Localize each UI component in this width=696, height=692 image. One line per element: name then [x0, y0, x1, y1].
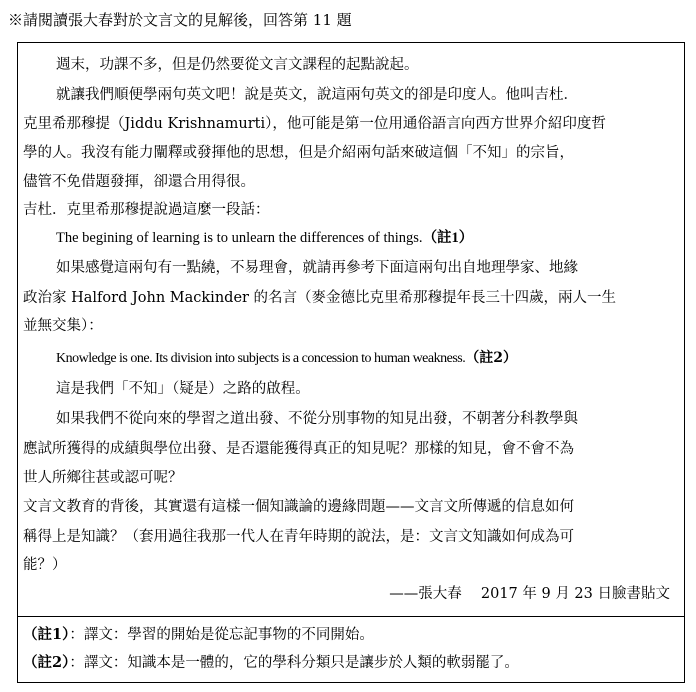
passage-line: 政治家 Halford John Mackinder 的名言（麥金德比克里希那穆提年長三十四歲，兩人一生: [23, 290, 617, 306]
footnote-1: [23, 625, 374, 645]
footnote-2-text: ：譯文：知識本是一體的，它的學科分類只是讓步於人類的軟弱罷了。: [69, 655, 519, 671]
passage-line: 如果感覺這兩句有一點繞，不易理會，就請再參考下面這兩句出自地理學家、地緣: [56, 260, 578, 276]
attribution: ——張大春 2017 年 9 月 23 日臉書貼文: [389, 586, 670, 602]
note-ref-2: （註2）: [465, 350, 517, 366]
passage-line: 吉杜．克里希那穆提說過這麼一段話：: [23, 202, 270, 218]
passage-line: 應試所獲得的成績與學位出發、是否還能獲得真正的知見呢？那樣的知見，會不會不為: [23, 441, 574, 457]
passage-line: 這是我們「不知」（疑是）之路的啟程。: [56, 381, 310, 397]
passage-line: 並無交集）：: [23, 318, 103, 334]
passage-box: [17, 42, 685, 683]
passage-line: 學的人。我沒有能力闡釋或發揮他的思想，但是介紹兩句話來破這個「不知」的宗旨，: [23, 145, 574, 161]
passage-line: 儘管不免借題發揮，卻還合用得很。: [23, 174, 255, 190]
passage-line: 就讓我們順便學兩句英文吧！說是英文，說這兩句英文的卻是印度人。他叫吉杜．: [56, 87, 578, 103]
passage-line: 世人所鄉往甚或認可呢？: [23, 470, 183, 486]
question-heading: ※請閱讀張大春對於文言文的見解後，回答第 11 題: [8, 11, 352, 29]
english-quote-2: [56, 348, 517, 369]
english-quote-2-text: Knowledge is one. Its division into subjects is a concession to human weakness.: [56, 351, 466, 366]
footnote-2: [23, 653, 519, 673]
footnote-2-mark: （註2）: [23, 654, 70, 671]
passage-line: 能？）: [23, 557, 67, 573]
passage-line: 克里希那穆提（Jiddu Krishnamurti），他可能是第一位用通俗語言向西方世界介紹印度哲: [23, 116, 606, 132]
english-quote-1-text: The begining of learning is to unlearn the differences of things.: [56, 230, 423, 246]
footnote-1-text: ：譯文：學習的開始是從忘記事物的不同開始。: [69, 627, 374, 643]
passage-line: 稱得上是知識？（套用過往我那一代人在青年時期的說法，是：文言文知識如何成為可: [23, 529, 574, 545]
passage-line: 文言文教育的背後，其實還有這樣一個知識論的邊緣問題——文言文所傳遞的信息如何: [23, 499, 574, 515]
english-quote-1: [56, 228, 473, 248]
note-ref-1: （註1）: [422, 230, 474, 246]
footnote-1-mark: （註1）: [23, 626, 70, 643]
notes-divider: [18, 616, 684, 617]
passage-line: 週末，功課不多，但是仍然要從文言文課程的起點說起。: [56, 57, 419, 73]
passage-line: 如果我們不從向來的學習之道出發、不從分別事物的知見出發，不朝著分科教學與: [56, 411, 578, 427]
